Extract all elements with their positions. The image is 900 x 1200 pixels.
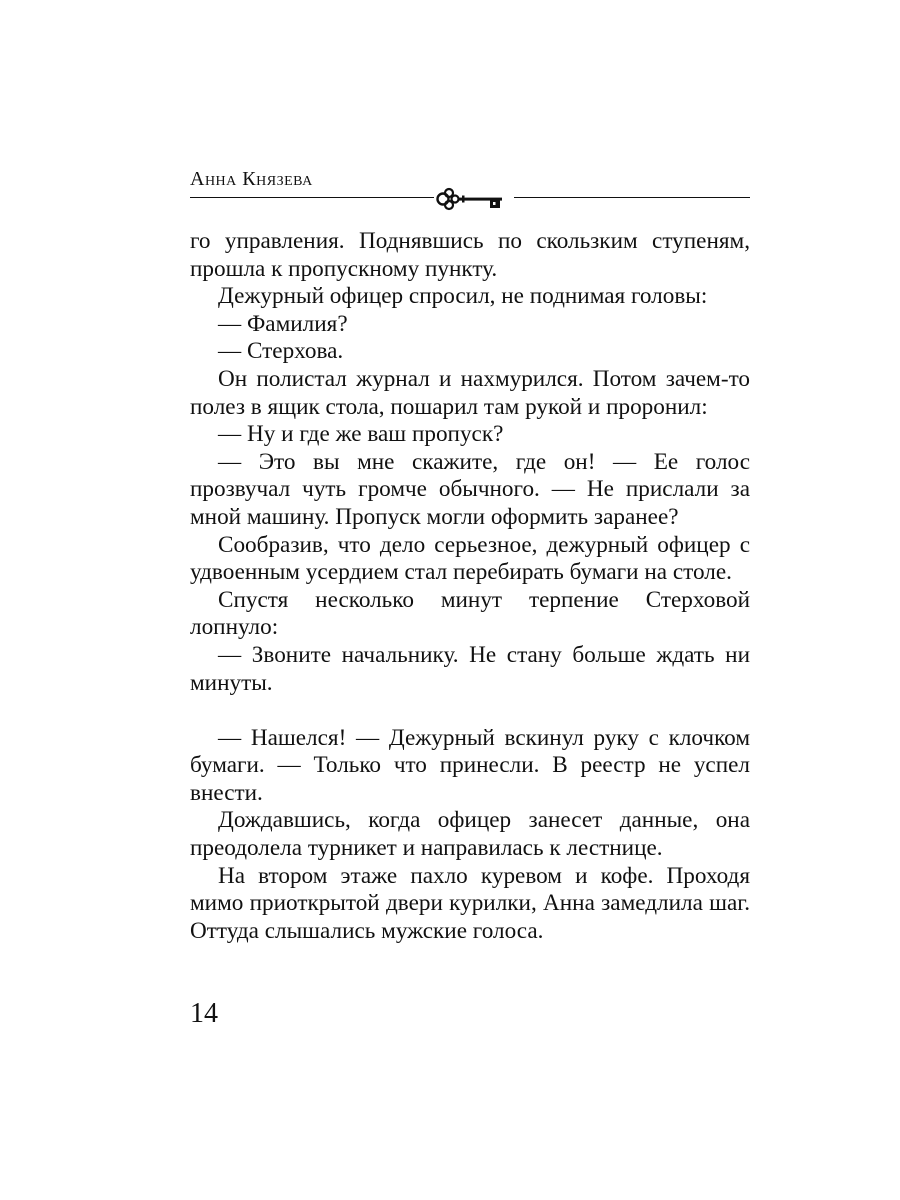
paragraph-5: Спустя несколько минут терпение Стерховой лопнуло: xyxy=(190,586,750,641)
paragraph-3: Он полистал журнал и нахмурился. Потом зачем-то полез в ящик стола, пошарил там рукой и проронил: xyxy=(190,365,750,420)
dialogue-line-5: — Звоните начальнику. Не стану больше ждать ни минуты. xyxy=(190,641,750,696)
paragraph-6: Дождавшись, когда офицер занесет данные, она преодолела турникет и направилась к лестнице. xyxy=(190,807,750,862)
page-body xyxy=(190,228,750,945)
key-ornament-icon xyxy=(434,184,514,214)
running-header xyxy=(190,168,750,216)
paragraph-4: Сообразив, что дело серьезное, дежурный офицер с удвоенным усердием стал перебирать бумаги на столе. xyxy=(190,531,750,586)
dialogue-line-6: — Нашелся! — Дежурный вскинул руку с клочком бумаги. — Только что принесли. В реестр не успел внести. xyxy=(190,724,750,806)
page-number: 14 xyxy=(190,998,218,1029)
paragraph-7: На втором этаже пахло куревом и кофе. Проходя мимо приоткрытой двери курилки, Анна замедлила шаг. Оттуда слышались мужские голоса. xyxy=(190,862,750,944)
dialogue-line-3: — Ну и где же ваш пропуск? xyxy=(218,421,504,448)
dialogue-line-4: — Это вы мне скажите, где он! — Ее голос прозвучал чуть громче обычного. — Не прислали за мной машину. Пропуск могли оформить заранее? xyxy=(190,448,750,530)
paragraph-2: Дежурный офицер спросил, не поднимая головы: xyxy=(218,283,708,310)
paragraph-1: го управления. Поднявшись по скользким ступеням, прошла к пропускному пункту. xyxy=(190,228,750,282)
dialogue-line-2: — Стерхова. xyxy=(218,338,344,365)
author-name: Анна Князева xyxy=(190,168,313,190)
section-gap xyxy=(190,697,750,725)
dialogue-line-1: — Фамилия? xyxy=(218,310,348,337)
